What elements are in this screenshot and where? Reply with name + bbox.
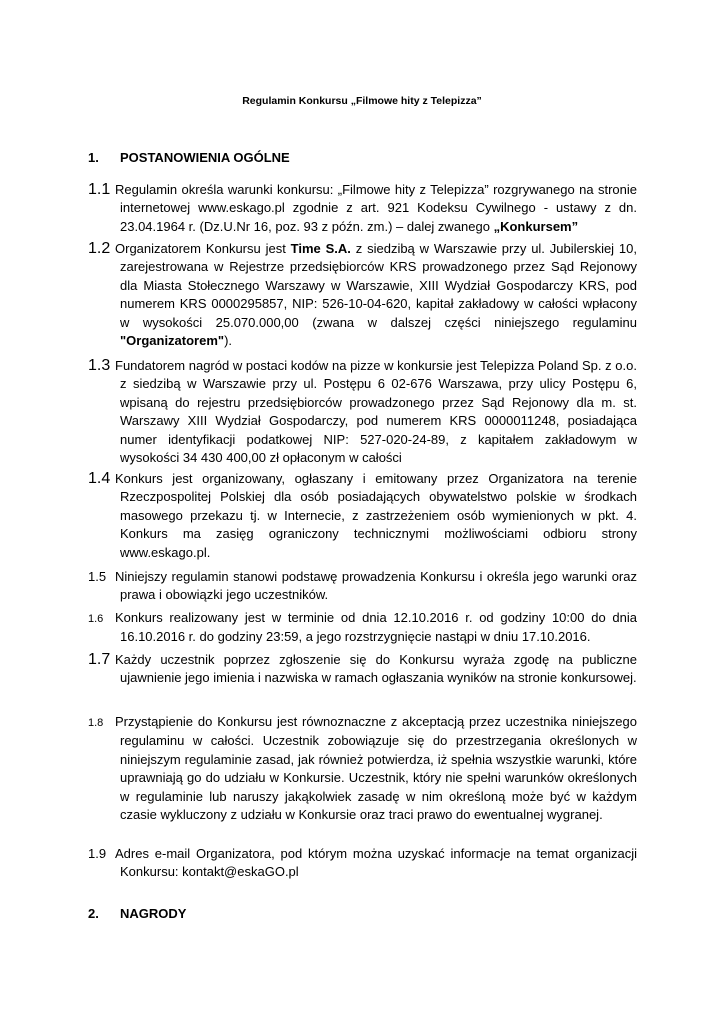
- section-title: POSTANOWIENIA OGÓLNE: [120, 150, 290, 165]
- paragraph-bold-term: „Konkursem”: [493, 218, 579, 234]
- paragraph-text: Konkurs jest organizowany, ogłaszany i emitowany przez Organizatora na terenie Rzeczpospolitej Polskiej dla osób posiadających obywatelstwo polskie w środkach masowego przekazu tj. w Internecie, z zastrzeżeniem osób wymienionych w pkt. 4. Konkurs ma zasięg ograniczony technicznymi możliwościami odbioru strony www.eskago.pl.: [115, 471, 637, 560]
- paragraph-bold-term: "Organizatorem": [120, 333, 225, 349]
- document-title: Regulamin Konkursu „Filmowe hity z Telepizza”: [242, 95, 482, 107]
- paragraph-text: Adres e-mail Organizatora, pod którym można uzyskać informacje na temat organizacji Konkursu: kontakt@eskaGO.pl: [115, 846, 637, 880]
- paragraph-text: Konkurs realizowany jest w terminie od dnia 12.10.2016 r. od godziny 10:00 do dnia 16.10.2016 r. do godziny 23:59, a jego rozstrzygnięcie nastąpi w dniu 17.10.2016.: [115, 610, 637, 645]
- paragraph-number: 1.6: [88, 613, 104, 625]
- organizer-name: Time S.A.: [290, 241, 351, 256]
- paragraph-number: 1.3: [88, 357, 111, 374]
- paragraph-text: z siedzibą w Warszawie przy ul. Jubilerskiej 10, zarejestrowana w Rejestrze przedsiębiorców KRS prowadzonego przez Sąd Rejonowy dla Miasta Stołecznego Warszawy w Warszawie, XIII Wydział Gospodarczy KRS, pod numerem KRS 0000295857, NIP: 526-10-04-620, kapitał zakładowy w całości wpłacony w wysokości 25.070.000,00 (zwana w dalszej części niniejszego regulaminu: [120, 241, 637, 330]
- paragraph-text: Fundatorem nagród w postaci kodów na pizze w konkursie jest Telepizza Poland Sp. z o.o. z siedzibą w Warszawie przy ul. Postępu 6 02-676 Warszawa, przy ulicy Postępu 6, wpisaną do rejestru przedsiębiorców prowadzonego przez Sąd Rejonowy dla m. st. Warszawy XIII Wydział Gospodarczy, pod numerem KRS 0000011248, posiadająca numer identyfikacji podatkowej NIP: 527-020-24-89, z kapitałem zakładowym w wysokości 34 430 400,00 zł opłaconym w całości: [115, 358, 637, 466]
- paragraph-text: ).: [224, 333, 233, 349]
- paragraph-number: 1.2: [88, 240, 111, 257]
- paragraph-text: Regulamin określa warunki konkursu: „Filmowe hity z Telepizza” rozgrywanego na stronie internetowej www.eskago.pl zgodnie z art. 921 Kodeksu Cywilnego - ustawy z dn. 23.04.1964 r. (Dz.U.Nr 16, poz. 93 z późn. zm.) – dalej zwanego: [115, 182, 637, 234]
- paragraph-1-1: [88, 181, 637, 236]
- paragraph-number: 1.5: [88, 569, 107, 584]
- paragraph-1-4: [88, 470, 637, 562]
- section-title: NAGRODY: [120, 906, 187, 921]
- paragraph-text: Niniejszy regulamin stanowi podstawę prowadzenia Konkursu i określa jego warunki oraz prawa i obowiązki jego uczestników.: [115, 569, 637, 603]
- paragraph-1-3: [88, 357, 637, 467]
- paragraph-text: Przystąpienie do Konkursu jest równoznaczne z akceptacją przez uczestnika niniejszego regulaminu w całości. Uczestnik zobowiązuje się do przestrzegania określonych w niniejszym regulaminie zasad, jak również potwierdza, iż spełnia wszystkie warunki, które uprawniają go do udziału w Konkursie. Uczestnik, który nie spełni warunków określonych w regulaminie lub naruszy jakąkolwiek zasadę w nim określoną może być w każdym czasie wykluczony z udziału w Konkursie oraz traci prawo do ewentualnej wygranej.: [115, 714, 637, 823]
- section-number: 2.: [88, 906, 99, 921]
- paragraph-1-7: [88, 651, 637, 688]
- paragraph-text: Każdy uczestnik poprzez zgłoszenie się do Konkursu wyraża zgodę na publiczne ujawnienie jego imienia i nazwiska w ramach ogłaszania wyników na stronie konkursowej.: [115, 652, 637, 686]
- paragraph-1-6: [88, 609, 637, 647]
- paragraph-number: 1.7: [88, 651, 111, 668]
- paragraph-text: Organizatorem Konkursu jest: [115, 241, 291, 256]
- paragraph-number: 1.9: [88, 846, 107, 861]
- paragraph-1-2: [88, 240, 637, 350]
- paragraph-1-9: [88, 845, 637, 882]
- paragraph-number: 1.4: [88, 470, 111, 487]
- paragraph-1-5: [88, 568, 637, 605]
- paragraph-number: 1.1: [88, 181, 111, 198]
- paragraph-1-8: [88, 713, 637, 824]
- paragraph-number: 1.8: [88, 717, 104, 729]
- section-heading-prizes: [88, 906, 186, 921]
- section-heading-general: [88, 150, 290, 165]
- section-number: 1.: [88, 150, 99, 165]
